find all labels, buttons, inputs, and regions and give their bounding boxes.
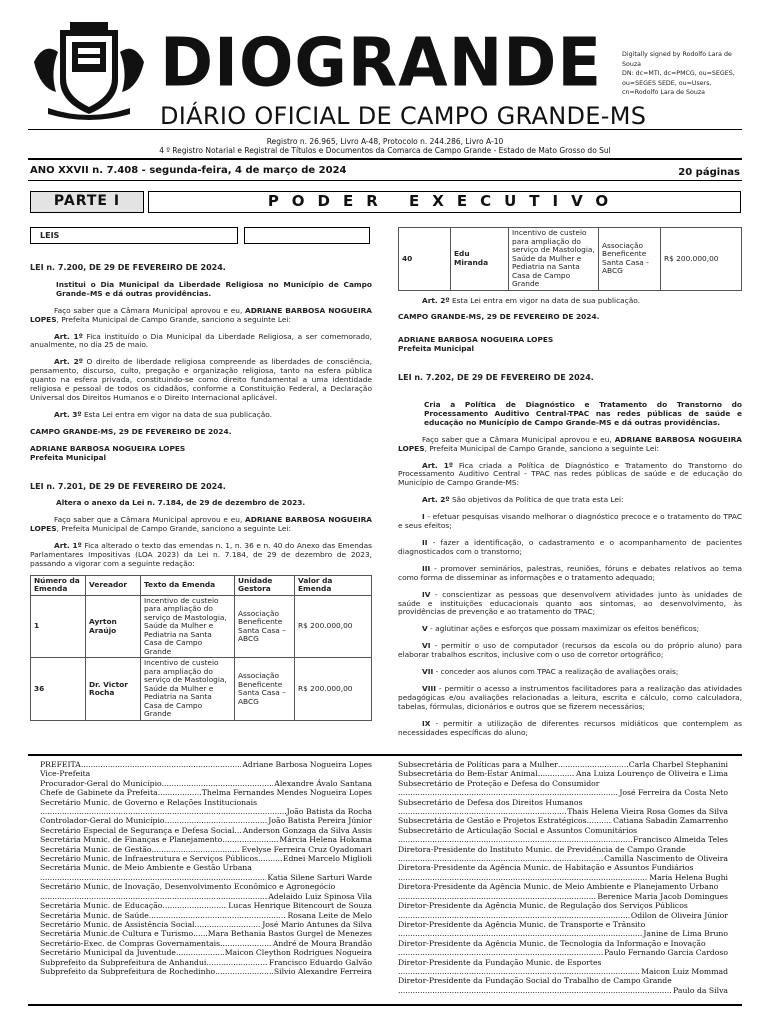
item-number: V — [422, 624, 428, 634]
leader-dots — [149, 911, 287, 920]
cabinet-entry — [40, 882, 372, 891]
column-header: Texto da Emenda — [141, 575, 235, 595]
leader-dots — [398, 788, 618, 797]
table-cell: 1 — [31, 595, 86, 658]
registry-line-1: Registro n. 26.965, Livro A-48, Protocolo n. 244.286, Livro A-10 — [266, 137, 504, 146]
cabinet-officeholder: João Batista Pereira Júnior — [268, 816, 372, 826]
item-text: - permitir o acesso a instrumentos facilitadores para a realização das atividades pedagógicas e/ou avaliações relacionadas a leitura, escrita e cálculo, como calculadora, tabelas, fórmulas, dicionários e outros que se fizerem necessários; — [398, 683, 742, 711]
cabinet-entry — [40, 807, 372, 816]
cabinet-officeholder: Mara Bethania Bastos Gurgel de Menezes — [207, 929, 372, 939]
newspaper-brand: DIOGRANDE — [160, 24, 603, 103]
cabinet-entry — [398, 760, 728, 769]
objective-item — [398, 591, 742, 618]
table-cell: Incentivo de custeio para ampliação do serviço de Mastologia, Saúde da Mulher e Pediatria na Santa Casa de Campo Grande — [141, 658, 235, 721]
cabinet-entry — [398, 816, 728, 825]
edition-divider — [28, 180, 742, 181]
part-label: PARTE I — [30, 191, 144, 213]
cabinet-role: Subsecretário de Proteção e Defesa do Consumidor — [398, 778, 600, 788]
objective-item — [398, 565, 742, 583]
cabinet-entry — [398, 901, 728, 910]
item-number: VII — [422, 667, 434, 677]
leader-dots — [206, 958, 268, 967]
cabinet-entry — [40, 920, 372, 929]
cabinet-officeholder: Maicon Cleython Rodrigues Nogueira — [224, 948, 372, 958]
article — [398, 297, 742, 306]
item-number: IV — [422, 589, 431, 599]
page-count: 20 páginas — [678, 167, 740, 178]
article-text: Fica criada a Política de Diagnóstico e Tratamento do Transtorno do Processamento Auditivo Central - TPAC nas redes públicas de saúde e de educação do Município de Campo Grande-MS: — [398, 460, 742, 488]
leader-dots — [162, 779, 274, 788]
cabinet-entry — [398, 976, 728, 985]
text: ADRIANE BARBOSA NOGUEIRA LOPES — [398, 434, 742, 453]
cabinet-officeholder: José Mario Antunes da Silva — [262, 919, 372, 929]
table-cell: Dr. Victor Rocha — [86, 658, 141, 721]
cabinet-entry — [398, 769, 728, 778]
place-date: CAMPO GRANDE-MS, 29 DE FEVEREIRO DE 2024. — [30, 426, 232, 436]
cabinet-officeholder: Márcia Helena Hokama — [279, 835, 372, 845]
cabinet-entry — [398, 798, 728, 807]
newspaper-subtitle: DIÁRIO OFICIAL DE CAMPO GRANDE-MS — [160, 102, 647, 130]
column-header: Vereador — [86, 575, 141, 595]
cabinet-entry — [398, 920, 728, 929]
signature-line: ou=SEGES SEDE, ou=Users, — [622, 79, 712, 87]
item-text: - promover seminários, palestras, reuniões, fóruns e debates relativos ao tema como forma de disseminar as informações e o tratamento adequado; — [398, 563, 742, 582]
text: Faço saber que a Câmara Municipal aprovou e eu, — [54, 305, 246, 315]
cabinet-entry — [40, 835, 372, 844]
edition-info: ANO XXVII n. 7.408 - segunda-feira, 4 de março de 2024 — [30, 165, 347, 176]
cabinet-entry — [40, 863, 372, 872]
place-date: CAMPO GRANDE-MS, 29 DE FEVEREIRO DE 2024. — [398, 312, 600, 322]
cabinet-officeholder: Thais Helena Vieira Rosa Gomes da Silva — [567, 807, 728, 817]
cabinet-entry — [398, 873, 728, 882]
leader-dots — [398, 911, 630, 920]
category-bar-filler — [244, 227, 370, 244]
registry-divider — [28, 158, 742, 160]
cabinet-officeholder: José Ferreira da Costa Neto — [619, 788, 728, 798]
cabinet-role: Chefe de Gabinete da Prefeita — [40, 788, 158, 798]
objective-item — [398, 642, 742, 660]
cabinet-entry — [398, 929, 728, 938]
column-header: Número da Emenda — [31, 575, 86, 595]
leader-dots — [398, 948, 603, 957]
municipal-cabinet-list — [30, 760, 742, 995]
article-label: Art. 1º — [54, 331, 83, 341]
cabinet-role: Subsecretário de Articulação Social e Assuntos Comunitários — [398, 825, 638, 835]
cabinet-role: Secretário Munic. de Infraestrutura e Serviços Públicos — [40, 854, 259, 864]
leader-dots — [398, 854, 603, 863]
cabinet-officeholder: Alexandre Ávalo Santana — [274, 778, 372, 788]
cabinet-officeholder: Maria Helena Bughi — [649, 872, 728, 882]
cabinet-entry — [398, 807, 728, 816]
objective-item — [398, 625, 742, 634]
cabinet-entry — [40, 788, 372, 797]
article-label: Art. 2º — [422, 295, 450, 305]
cabinet-officeholder: André de Moura Brandão — [272, 938, 372, 948]
leader-dots — [81, 760, 242, 769]
cabinet-officeholder: Thelma Fernandes Mendes Nogueira Lopes — [201, 788, 372, 798]
text: , Prefeita Municipal de Campo Grande, sanciono a seguinte Lei: — [56, 314, 291, 324]
leader-dots — [176, 948, 224, 957]
cabinet-entry — [398, 958, 728, 967]
cabinet-officeholder: Camilla Nascimento de Oliveira — [604, 854, 728, 864]
leader-dots — [40, 873, 266, 882]
leader-dots — [398, 807, 566, 816]
table-cell: Edu Miranda — [451, 228, 509, 291]
cabinet-officeholder: João Batista da Rocha — [286, 807, 372, 817]
cabinet-role: Subprefeito da Subprefeitura de Rochedinho — [40, 966, 216, 976]
amendments-table-continued — [398, 227, 742, 291]
cabinet-officeholder: Adriane Barbosa Nogueira Lopes — [242, 760, 372, 769]
signature-line: Digitally signed by Rodolfo Lara de — [622, 51, 732, 58]
cabinet-role: Diretor-Presidente da Agência Munic. de Tecnologia da Informação e Inovação — [398, 938, 706, 948]
cabinet-role: Secretária Munic. de Educação — [40, 901, 163, 911]
cabinet-role: Subsecretária do Bem-Estar Animal — [398, 769, 538, 779]
cabinet-entry — [398, 986, 728, 995]
law-title: LEI n. 7.200, DE 29 DE FEVEREIRO DE 2024. — [30, 263, 226, 272]
signer-name: ADRIANE BARBOSA NOGUEIRA LOPES — [398, 335, 554, 345]
cabinet-officeholder: Catiana Sabadin Zamarrenho — [613, 816, 728, 826]
leader-dots — [234, 826, 241, 835]
item-number: VI — [422, 641, 431, 651]
signature-line: Souza — [622, 60, 642, 68]
city-coat-of-arms — [30, 22, 148, 120]
cabinet-entry — [40, 929, 372, 938]
law-ementa: Altera o anexo da Lei n. 7.184, de 29 de dezembro de 2023. — [56, 498, 306, 508]
cabinet-role: PREFEITA — [40, 760, 81, 769]
enactment-clause — [398, 436, 742, 454]
article-label: Art. 1º — [422, 460, 454, 470]
cabinet-entry — [398, 788, 728, 797]
right-column — [398, 227, 742, 738]
cabinet-entry — [40, 967, 372, 976]
cabinet-role: Diretora-Presidente da Agência Munic. de Meio Ambiente e Planejamento Urbano — [398, 882, 719, 892]
cabinet-list-left — [40, 760, 372, 976]
item-number: III — [422, 563, 431, 573]
article-text: Fica alterado o texto das emendas n. 1, n. 36 e n. 40 do Anexo das Emendas Parlamentares Impositivas (LOA 2023) da Lei n. 7.184, de 29 de dezembro de 2023, passando a vigorar com a seguinte redação: — [30, 541, 373, 568]
cabinet-role: Secretária Munic. de Gestão — [40, 844, 152, 854]
item-text: - conceder aos alunos com TPAC a realização de avaliações orais; — [433, 667, 679, 677]
section-title: PODER EXECUTIVO — [148, 191, 741, 213]
leader-dots — [222, 835, 278, 844]
text: ADRIANE BARBOSA NOGUEIRA LOPES — [30, 305, 372, 324]
cabinet-officeholder: Paulo Fernando Garcia Cardoso — [604, 948, 728, 958]
table-cell: R$ 200.000,00 — [661, 228, 742, 291]
cabinet-officeholder: Janine de Lima Bruno — [643, 929, 728, 939]
cabinet-role: Diretor-Presidente da Agência Munic. de Regulação dos Serviços Públicos — [398, 901, 688, 911]
item-text: - permitir a utilização de diferentes recursos midiáticos que contemplem as necessidades específicas do aluno; — [398, 718, 742, 737]
objective-item — [398, 720, 742, 738]
cabinet-entry — [40, 892, 372, 901]
cabinet-entry — [40, 948, 372, 957]
cabinet-entry — [398, 854, 728, 863]
table-cell: Associação Beneficente Santa Casa – ABCG — [235, 595, 295, 658]
table-cell: Associação Beneficente Santa Casa – ABCG — [235, 658, 295, 721]
leader-dots — [538, 769, 575, 778]
cabinet-role: Vice-Prefeita — [40, 769, 91, 779]
table-header-row — [31, 575, 372, 595]
cabinet-role: Secretário Munic. de Governo e Relações Institucionais — [40, 797, 258, 807]
law-title: LEI n. 7.201, DE 29 DE FEVEREIRO DE 2024. — [30, 481, 226, 491]
cabinet-role: Diretora-Presidente do Instituto Munic. de Previdência de Campo Grande — [398, 844, 686, 854]
cabinet-officeholder: Silvio Alexandre Ferreira — [273, 966, 372, 976]
cabinet-role: Secretário-Exec. de Compras Governamentais — [40, 938, 221, 948]
cabinet-entry — [40, 911, 372, 920]
cabinet-entry — [398, 948, 728, 957]
cabinet-entry — [398, 939, 728, 948]
column-header: Valor da Emenda — [295, 575, 372, 595]
cabinet-officeholder: Evelyse Ferreira Cruz Oyadomari — [241, 844, 372, 854]
cabinet-entry — [398, 967, 728, 976]
text: , Prefeita Municipal de Campo Grande, sanciono a seguinte Lei: — [424, 443, 659, 453]
article — [398, 496, 742, 505]
leader-dots — [215, 967, 273, 976]
cabinet-entry — [40, 760, 372, 769]
table-cell: Incentivo de custeio para ampliação do serviço de Mastologia, Saúde da Mulher e Pediatria na Santa Casa de Campo Grande — [141, 595, 235, 658]
cabinet-entry — [398, 826, 728, 835]
cabinet-role: Secretário Munic. de Inovação, Desenvolvimento Econômico e Agronegócio — [40, 882, 336, 892]
cabinet-officeholder: Ana Luiza Lourenço de Oliveira e Lima — [576, 769, 728, 779]
enactment-clause — [30, 307, 372, 325]
article-text: O direito de liberdade religiosa compreende as liberdades de consciência, pensamento, discurso, culto, pregação e organização religiosa, tanto na esfera pública quanto na esfera privada, constituindo-se como direito fundamental a uma identidade religiosa e pessoal de todos os cidadãos, conforme a Constituição Federal, a Declaração Universal dos Direitos Humanos e o Direito Internacional aplicável. — [30, 357, 372, 402]
leader-dots — [151, 845, 240, 854]
signer-role: Prefeita Municipal — [398, 344, 475, 354]
cabinet-role: Secretário Munic. de Assistência Social — [40, 919, 195, 929]
objective-item — [398, 685, 742, 712]
leader-dots — [398, 986, 672, 995]
cabinet-role: Controlador-Geral do Município — [40, 816, 165, 826]
cabinet-entry — [40, 939, 372, 948]
cabinet-role: Diretor-Presidente da Fundação Munic. de Esportes — [398, 957, 602, 967]
article-label: Art. 3º — [54, 409, 82, 419]
cabinet-officeholder: Maicon Luiz Mommad — [641, 966, 728, 976]
article — [398, 462, 742, 489]
signature-line: cn=Rodolfo Lara de Souza — [622, 89, 706, 96]
objective-item — [398, 513, 742, 531]
item-text: - permitir o uso de computador (recursos da escola ou do próprio aluno) para elaborar trabalhos escritos, inclusive com o uso de corretor ortográfico; — [398, 641, 742, 660]
enactment-clause — [30, 516, 372, 534]
cabinet-officeholder: Francisco Almeida Teles — [633, 835, 728, 845]
table-row — [399, 228, 742, 291]
item-text: - conscientizar as pessoas que desenvolvem atividades junto às unidades de saúde e instituições educacionais quanto aos sintomas, ao desenvolvimento, às providências de prevenção e ao tratamento do TPAC; — [398, 589, 742, 617]
cabinet-role: Subsecretária de Gestão e Projetos Estratégicos — [398, 816, 587, 826]
cabinet-officeholder: Berenice Maria Jacob Domingues — [597, 891, 728, 901]
cabinet-role: Secretário Especial de Segurança e Defesa Social — [40, 825, 235, 835]
leader-dots — [162, 901, 227, 910]
cabinet-officeholder: Francisco Eduardo Galvão — [268, 957, 372, 967]
cabinet-role: Procurador-Geral do Município — [40, 778, 162, 788]
table-cell: R$ 200.000,00 — [295, 595, 372, 658]
column-header: Unidade Gestora — [235, 575, 295, 595]
leader-dots — [195, 920, 262, 929]
leader-dots — [40, 807, 286, 816]
table-cell: Ayrton Araújo — [86, 595, 141, 658]
text: Faço saber que a Câmara Municipal aprovou e eu, — [54, 515, 246, 525]
cabinet-entry — [40, 769, 372, 778]
cabinet-entry — [40, 873, 372, 882]
cabinet-officeholder: Odilon de Oliveira Júnior — [630, 910, 728, 920]
cabinet-role: Secretário Municipal da Juventude — [40, 948, 176, 958]
article-text: Esta Lei entra em vigor na data de sua publicação. — [81, 409, 273, 419]
table-cell: 40 — [399, 228, 451, 291]
law-ementa: Institui o Dia Municipal da Liberdade Religiosa no Município de Campo Grande–MS e dá outras providências. — [56, 279, 372, 298]
item-number: II — [422, 538, 428, 547]
table-cell: R$ 200.000,00 — [295, 658, 372, 721]
cabinet-entry — [398, 835, 728, 844]
article-label: Art. 2º — [422, 495, 450, 505]
table-row — [31, 595, 372, 658]
cabinet-list-right — [398, 760, 728, 995]
cabinet-role: Secretária Munic. de Saúde — [40, 910, 149, 920]
signer-role: Prefeita Municipal — [30, 452, 107, 462]
leader-dots — [258, 854, 282, 863]
item-text: - aglutinar ações e esforços que possam maximizar os efeitos benéficos; — [427, 624, 700, 634]
digital-signature-stamp — [622, 50, 744, 98]
cabinet-entry — [40, 845, 372, 854]
cabinet-role: Secretária Munic. de Finanças e Planejamento — [40, 835, 223, 845]
cabinet-role: Diretor-Presidente da Agência Munic. de Transporte e Trânsito — [398, 919, 646, 929]
article — [30, 333, 372, 351]
leader-dots — [40, 892, 267, 901]
text: Faço saber que a Câmara Municipal aprovou e eu, — [422, 434, 615, 444]
cabinet-role: Subsecretária de Políticas para a Mulher — [398, 760, 558, 769]
cabinet-officeholder: Anderson Gonzaga da Silva Assis — [242, 825, 372, 835]
footer-divider-bottom — [28, 1004, 742, 1006]
article — [30, 542, 372, 569]
leader-dots — [220, 939, 272, 948]
leader-dots — [398, 873, 648, 882]
cabinet-role: Subprefeito da Subprefeitura de Anhandui — [40, 957, 207, 967]
category-label: LEIS — [30, 227, 238, 244]
cabinet-officeholder: Paulo da Silva — [673, 985, 728, 995]
category-bar — [30, 227, 372, 244]
footer-divider-top — [28, 754, 742, 756]
cabinet-entry — [398, 845, 728, 854]
article-text: Esta Lei entra em vigor na data de sua publicação. — [449, 295, 641, 305]
cabinet-entry — [40, 958, 372, 967]
cabinet-role: Secretária Munic. de Meio Ambiente e Gestão Urbana — [40, 863, 252, 873]
objective-item — [398, 539, 742, 557]
leader-dots — [558, 760, 628, 769]
cabinet-officeholder: Katia Silene Sarturi Warde — [267, 872, 372, 882]
signature-line: DN: dc=MTI, dc=PMCG, ou=SEGES, — [622, 70, 735, 77]
item-number: IX — [422, 718, 431, 728]
cabinet-entry — [40, 854, 372, 863]
leader-dots — [165, 816, 268, 825]
cabinet-officeholder: Rosana Leite de Melo — [287, 910, 372, 920]
cabinet-role: Subsecretário de Defesa dos Direitos Humanos — [398, 797, 583, 807]
table-cell: Incentivo de custeio para ampliação do serviço de Mastologia, Saúde da Mulher e Pediatria na Santa Casa de Campo Grande — [509, 228, 599, 291]
leader-dots — [398, 967, 640, 976]
cabinet-officeholder: Carla Charbel Stephanini — [628, 760, 728, 769]
left-column — [30, 227, 372, 721]
cabinet-entry — [398, 882, 728, 891]
cabinet-entry — [40, 779, 372, 788]
cabinet-officeholder: Lucas Henrique Bitencourt de Souza — [228, 901, 372, 911]
cabinet-role: Diretor-Presidente da Fundação Social do Trabalho de Campo Grande — [398, 976, 672, 986]
cabinet-officeholder: Ednei Marcelo Miglioli — [282, 854, 372, 864]
article-text: Fica instituído o Dia Municipal da Liberdade Religiosa, a ser comemorado, anualmente, no dia 25 de maio. — [30, 331, 372, 350]
leader-dots — [587, 816, 612, 825]
cabinet-officeholder: Adelaido Luiz Spinosa Vila — [268, 891, 372, 901]
text: ADRIANE BARBOSA NOGUEIRA LOPES — [30, 515, 372, 534]
article — [30, 358, 372, 403]
cabinet-entry — [40, 826, 372, 835]
leader-dots — [398, 892, 596, 901]
cabinet-entry — [398, 863, 728, 872]
cabinet-role: Diretora-Presidente da Agência Munic. de Habitação e Assuntos Fundiários — [398, 863, 694, 873]
signer-name: ADRIANE BARBOSA NOGUEIRA LOPES — [30, 443, 186, 453]
law-title: LEI n. 7.202, DE 29 DE FEVEREIRO DE 2024. — [398, 373, 594, 383]
cabinet-entry — [40, 901, 372, 910]
table-row — [31, 658, 372, 721]
item-text: - efetuar pesquisas visando melhorar o diagnóstico precoce e o tratamento do TPAC e seus efeitos; — [398, 512, 742, 531]
leader-dots — [193, 929, 207, 938]
text: , Prefeita Municipal de Campo Grande, sanciono a seguinte Lei: — [56, 524, 291, 534]
cabinet-entry — [398, 892, 728, 901]
table-cell: Associação Beneficente Santa Casa - ABCG — [599, 228, 661, 291]
amendments-table — [30, 575, 372, 721]
registry-line-2: 4 º Registro Notarial e Registral de Títulos e Documentos da Comarca de Campo Grande - Estado de Mato Grosso do Sul — [159, 146, 611, 155]
item-number: I — [422, 512, 425, 522]
leader-dots — [158, 788, 201, 797]
masthead-divider — [28, 129, 742, 130]
table-cell: 36 — [31, 658, 86, 721]
cabinet-entry — [398, 911, 728, 920]
cabinet-entry — [40, 816, 372, 825]
cabinet-role: Secretária Munic.de Cultura e Turismo — [40, 929, 194, 939]
leader-dots — [398, 929, 642, 938]
leader-dots — [398, 835, 632, 844]
article-label: Art. 1º — [54, 541, 82, 551]
cabinet-entry — [398, 779, 728, 788]
article — [30, 411, 372, 420]
item-number: VIII — [422, 683, 436, 693]
article-text: São objetivos da Política de que trata esta Lei: — [449, 495, 624, 505]
article-label: Art. 2º — [54, 357, 83, 367]
law-ementa: Cria a Política de Diagnóstico e Tratamento do Transtorno do Processamento Auditivo Central-TPAC nas redes públicas de saúde e educação no Município de Campo Grande-MS e dá outras providências. — [424, 400, 742, 427]
cabinet-entry — [40, 798, 372, 807]
objective-item — [398, 668, 742, 677]
item-text: - fazer a identificação, o cadastramento e o acompanhamento de pacientes diagnosticados com o transtorno; — [398, 538, 742, 556]
